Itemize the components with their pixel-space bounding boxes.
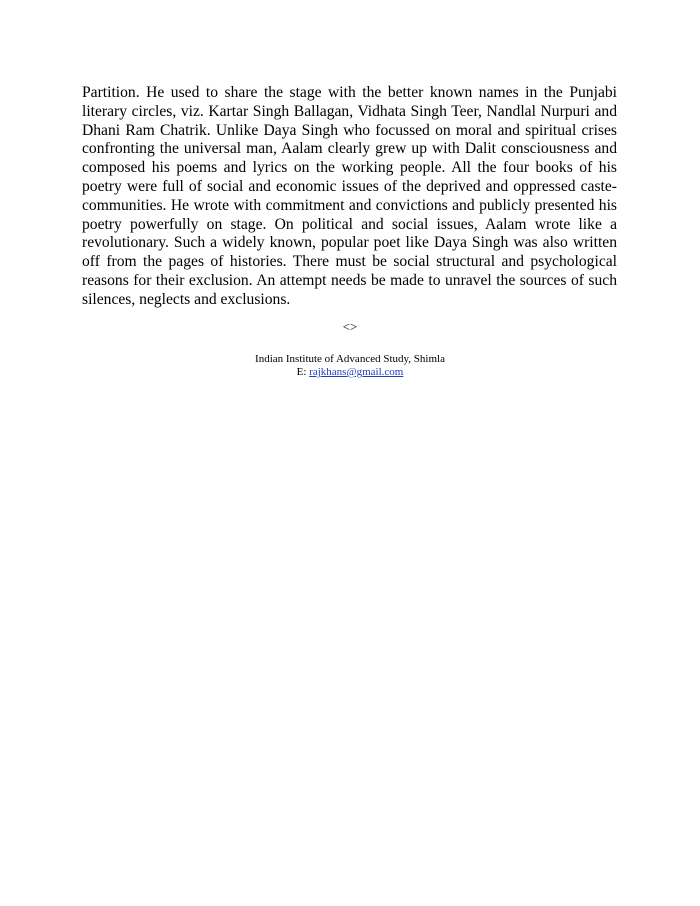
section-separator: <> [342,319,358,334]
email-link[interactable]: rajkhans@gmail.com [309,366,404,378]
body-paragraph: Partition. He used to share the stage with the better known names in the Punjabi literary circles, viz. Kartar Singh Ballagan, Vidhata Singh Teer, Nandlal Nurpuri and Dhani Ram Chatrik. Unlike Daya Singh who focussed on moral and spiritual crises confronting the universal man, Aalam clearly grew up with Dalit consciousness and composed his poems and lyrics on the working people. All the four books of his poetry were full of social and economic issues of the deprived and oppressed caste-communities. He wrote with commitment and convictions and publicly presented his poetry powerfully on stage. On political and social issues, Aalam wrote like a revolutionary. Such a widely known, popular poet like Daya Singh was also written off from the pages of histories. There must be social structural and psychological reasons for their exclusion. An attempt needs be made to unravel the sources of such silences, neglects and exclusions. [82,84,617,308]
author-email-line [0,366,700,379]
author-block [0,353,700,379]
email-prefix: E: [296,366,310,378]
author-affiliation: Indian Institute of Advanced Study, Shimla [255,353,445,365]
